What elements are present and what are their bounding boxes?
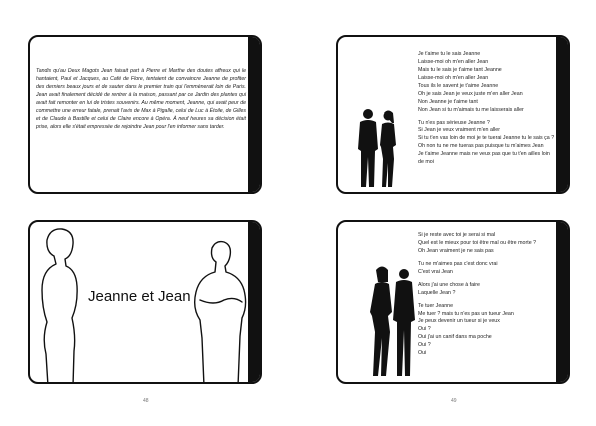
silhouette-couple-icon [348,107,412,189]
dialogue-line: Me tuer ? mais tu n'es pas un tueur Jean [418,310,514,317]
page-number-left: 48 [143,398,149,404]
comic-title: Jeanne et Jean [88,288,191,305]
dialogue-line: Je peux devenir un tueur si je veux [418,318,500,325]
outline-woman-icon [32,226,92,384]
dialogue-lines [418,232,556,358]
dialogue-line: C'est vrai Jean [418,268,453,275]
dialogue-line: Alors j'ai une chose à faire [418,281,480,288]
dialogue-line: Laquelle Jean ? [418,289,456,296]
page-number-right: 49 [451,398,457,404]
dialogue-lines [418,51,556,167]
dialogue-line: Oui j'ai un canif dans ma poche [418,334,492,341]
dialogue-line: Oh je sais Jean je veux juste m'en aller Jean [418,90,523,97]
dialogue-line: Tu n'es pas sérieuse Jeanne ? [418,119,490,126]
dialogue-line: Te tuer Jeanne [418,302,454,309]
dialogue-line: Mais tu le sais je t'aime tant Jeanne [418,66,502,73]
dialogue-line: Si tu t'en vas loin de moi je te tuerai Jeanne tu le sais ça ? [418,135,555,142]
silhouette-couple-icon [366,264,420,380]
panel-shadow-edge [556,37,568,192]
dialogue-line: Tous ils le savent je t'aime Jeanne [418,82,499,89]
dialogue-line: Oh Jean vraiment je ne sais pas [418,247,494,254]
narration-text: Tandis qu'au Deux Magots Jean faisait part à Pierre et Marthe des doutes affreux qui le hantaient, Paul et Jacques, au Café de Flore, tentaient de convaincre Jeanne de profiter des derniers beaux jours et de sauter dans le premier train qui l'emmènerait loin de Paris. Jean avait finalement décidé de rentrer à la maison, passant par ce Jardin des plantes qui avait fait remonter en lui de tristes souvenirs. Au même moment, Jeanne, qui avait peur de commettre une erreur fatale, prenait l'avis de Max à Pigalle, celui de Luc à Étoile, de Gilles et de Claude à Bastille et celui de Claire encore à Opéra. À neuf heures sa décision était prise, alors elle s'était empressée de rejoindre Jean pour l'en informer sans tarder. [36,68,246,131]
dialogue-line: Tu ne m'aimes pas c'est donc vrai [418,260,498,267]
dialogue-panel-2 [336,220,570,384]
dialogue-line: Laisse-moi oh m'en aller Jean [418,58,489,65]
dialogue-line: Oui ? [418,342,431,349]
dialogue-panel-1 [336,35,570,194]
narration-panel [28,35,262,194]
dialogue-line: Je t'aime tu le sais Jeanne [418,51,481,57]
panel-shadow-edge [556,222,568,382]
title-panel [28,220,262,384]
dialogue-line: Quel est le mieux pour toi être mal ou être morte ? [418,239,537,246]
dialogue-line: Si je reste avec toi je serai si mal [418,232,496,238]
panel-shadow-edge [248,37,260,192]
dialogue-line: Non Jean si tu m'aimais tu me laisserais aller [418,106,524,113]
dialogue-line: Oui [418,350,427,357]
dialogue-line: Non Jeanne je t'aime tant [418,98,478,105]
dialogue-line: Laisse-moi oh m'en aller Jean [418,74,489,81]
outline-man-icon [190,240,252,384]
dialogue-line: Si Jean je veux vraiment m'en aller [418,127,500,134]
dialogue-line: Oui ? [418,326,431,333]
dialogue-line: Je t'aime Jeanne mais ne veux pas que tu t'en ailles loin de moi [418,151,550,166]
dialogue-line: Oh non tu ne me tueras pas puisque tu m'aimes Jean [418,143,544,150]
